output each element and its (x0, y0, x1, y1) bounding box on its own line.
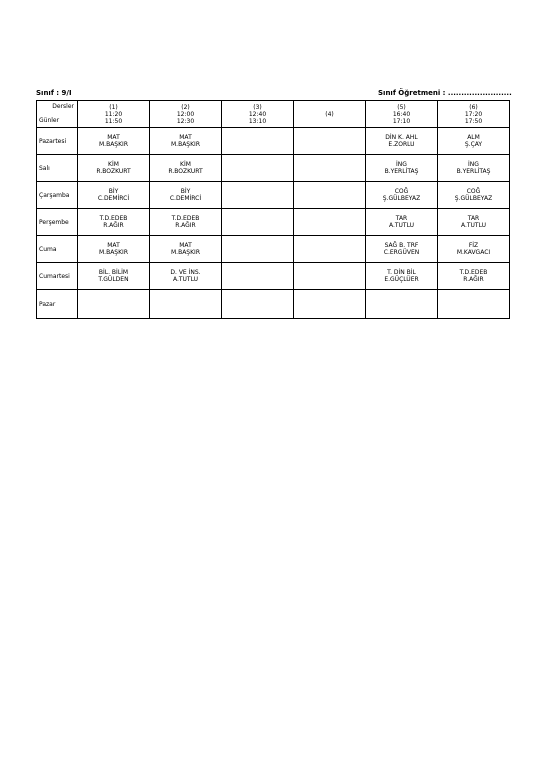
lesson-subject: KİM (108, 161, 119, 168)
period-end: 13:10 (248, 117, 267, 125)
lesson-cell (222, 209, 294, 236)
lesson-cell (150, 128, 222, 155)
lesson-subject: İNG (468, 161, 479, 168)
period-header (294, 101, 366, 128)
lesson-subject: MAT (107, 134, 120, 141)
lesson-subject: ALM (467, 134, 480, 141)
day-name: Pazar (37, 290, 78, 319)
period-start: 12:00 (176, 110, 195, 118)
lessons-header: Dersler (52, 103, 74, 110)
lesson-cell (222, 236, 294, 263)
lesson-teacher: C.DEMİRCİ (169, 195, 202, 202)
lesson-teacher: M.BAŞKIR (171, 141, 200, 148)
lesson-cell (150, 155, 222, 182)
lesson-cell (366, 155, 438, 182)
lesson-cell (222, 128, 294, 155)
lesson-teacher: R.AĞIR (175, 222, 196, 229)
lesson-cell (78, 128, 150, 155)
lesson-teacher: M.BAŞKIR (171, 249, 200, 256)
lesson-cell (294, 263, 366, 290)
lesson-subject: D. VE İNS. (170, 269, 201, 276)
period-end: 17:10 (392, 117, 411, 125)
lesson-teacher: R.BOZKURT (96, 168, 131, 175)
period-num: (4) (325, 110, 334, 118)
day-row (37, 128, 510, 155)
period-end: 11:50 (104, 117, 123, 125)
lesson-teacher: R.BOZKURT (168, 168, 203, 175)
lesson-cell (78, 263, 150, 290)
day-name: Cumartesi (37, 263, 78, 290)
lesson-cell (222, 290, 294, 319)
day-name: Pazartesi (37, 128, 78, 155)
lesson-cell (366, 182, 438, 209)
lesson-subject: TAR (395, 215, 408, 222)
lesson-teacher: M.BAŞKIR (99, 141, 128, 148)
period-num: (1) (109, 103, 118, 111)
lesson-cell (438, 128, 510, 155)
lesson-teacher: Ş.GÜLBEYAZ (382, 195, 421, 202)
period-start: 12:40 (248, 110, 267, 118)
lesson-cell (366, 209, 438, 236)
lesson-cell (150, 290, 222, 319)
lesson-cell (438, 290, 510, 319)
corner-cell (37, 101, 78, 128)
lesson-subject: T.D.EDEB (99, 215, 128, 222)
lesson-subject: TAR (467, 215, 480, 222)
lesson-cell (222, 263, 294, 290)
lesson-subject: MAT (179, 242, 192, 249)
lesson-subject: BİY (108, 188, 119, 195)
lesson-cell (366, 236, 438, 263)
period-num: (3) (253, 103, 262, 111)
lesson-cell (294, 290, 366, 319)
lesson-subject: BİL. BİLİM (98, 269, 129, 276)
lesson-teacher: Ş.GÜLBEYAZ (454, 195, 493, 202)
period-end: 17:50 (464, 117, 483, 125)
lesson-cell (222, 182, 294, 209)
lesson-subject: T.D.EDEB (459, 269, 488, 276)
lesson-cell (150, 236, 222, 263)
day-name: Salı (37, 155, 78, 182)
period-num: (2) (181, 103, 190, 111)
lesson-cell (294, 128, 366, 155)
lesson-teacher: B.YERLİTAŞ (456, 168, 491, 175)
lesson-cell (438, 209, 510, 236)
lesson-teacher: M.BAŞKIR (99, 249, 128, 256)
class-label: Sınıf : 9/I (36, 89, 72, 97)
days-header: Günler (39, 117, 60, 124)
day-name: Cuma (37, 236, 78, 263)
period-header (366, 101, 438, 128)
lesson-subject: SAĞ B. TRF (384, 242, 419, 249)
lesson-cell (78, 155, 150, 182)
lesson-cell (294, 209, 366, 236)
lesson-teacher: R.AĞIR (463, 276, 484, 283)
lesson-cell (438, 182, 510, 209)
lesson-teacher: E.ZORLU (388, 141, 415, 148)
day-row (37, 263, 510, 290)
lesson-cell (78, 209, 150, 236)
lesson-teacher: E.GÜÇLÜER (384, 276, 419, 283)
lesson-teacher: A.TUTLU (460, 222, 487, 229)
lesson-teacher: C.ERGÜVEN (383, 249, 420, 256)
period-start: 17:20 (464, 110, 483, 118)
period-start: 16:40 (392, 110, 411, 118)
period-start: 11:20 (104, 110, 123, 118)
period-header-row (37, 101, 510, 128)
lesson-cell (438, 263, 510, 290)
day-row (37, 182, 510, 209)
class-teacher-label: Sınıf Öğretmeni : ........................ (378, 89, 512, 97)
lesson-subject: BİY (180, 188, 191, 195)
period-header (222, 101, 294, 128)
lesson-teacher: B.YERLİTAŞ (384, 168, 419, 175)
day-row (37, 236, 510, 263)
lesson-teacher: A.TUTLU (172, 276, 199, 283)
lesson-cell (150, 182, 222, 209)
lesson-teacher: A.TUTLU (388, 222, 415, 229)
lesson-teacher: C.DEMİRCİ (97, 195, 130, 202)
period-header (150, 101, 222, 128)
lesson-cell (294, 155, 366, 182)
lesson-subject: FİZ (468, 242, 479, 249)
period-num: (5) (397, 103, 406, 111)
lesson-subject: DİN K. AHL (385, 134, 418, 141)
lesson-subject: İNG (396, 161, 407, 168)
lesson-teacher: T.GÜLDEN (98, 276, 129, 283)
lesson-cell (366, 263, 438, 290)
timetable (36, 100, 510, 319)
lesson-teacher: Ş.ÇAY (464, 141, 483, 148)
period-header (438, 101, 510, 128)
lesson-cell (78, 182, 150, 209)
lesson-cell (366, 290, 438, 319)
lesson-cell (294, 236, 366, 263)
lesson-cell (150, 263, 222, 290)
day-row (37, 155, 510, 182)
day-name: Çarşamba (37, 182, 78, 209)
lesson-subject: T. DİN BİL (387, 269, 416, 276)
lesson-cell (438, 155, 510, 182)
lesson-cell (438, 236, 510, 263)
day-name: Perşembe (37, 209, 78, 236)
period-num: (6) (469, 103, 478, 111)
day-row (37, 209, 510, 236)
lesson-teacher: R.AĞIR (103, 222, 124, 229)
lesson-cell (222, 155, 294, 182)
period-end: 12:30 (176, 117, 195, 125)
lesson-cell (78, 236, 150, 263)
lesson-subject: COĞ (394, 188, 409, 195)
lesson-subject: T.D.EDEB (171, 215, 200, 222)
lesson-cell (78, 290, 150, 319)
period-header (78, 101, 150, 128)
lesson-subject: KİM (180, 161, 191, 168)
lesson-subject: COĞ (466, 188, 481, 195)
lesson-cell (150, 209, 222, 236)
lesson-teacher: M.KAVGACI (456, 249, 491, 256)
lesson-cell (294, 182, 366, 209)
lesson-subject: MAT (179, 134, 192, 141)
lesson-cell (366, 128, 438, 155)
day-row (37, 290, 510, 319)
lesson-subject: MAT (107, 242, 120, 249)
